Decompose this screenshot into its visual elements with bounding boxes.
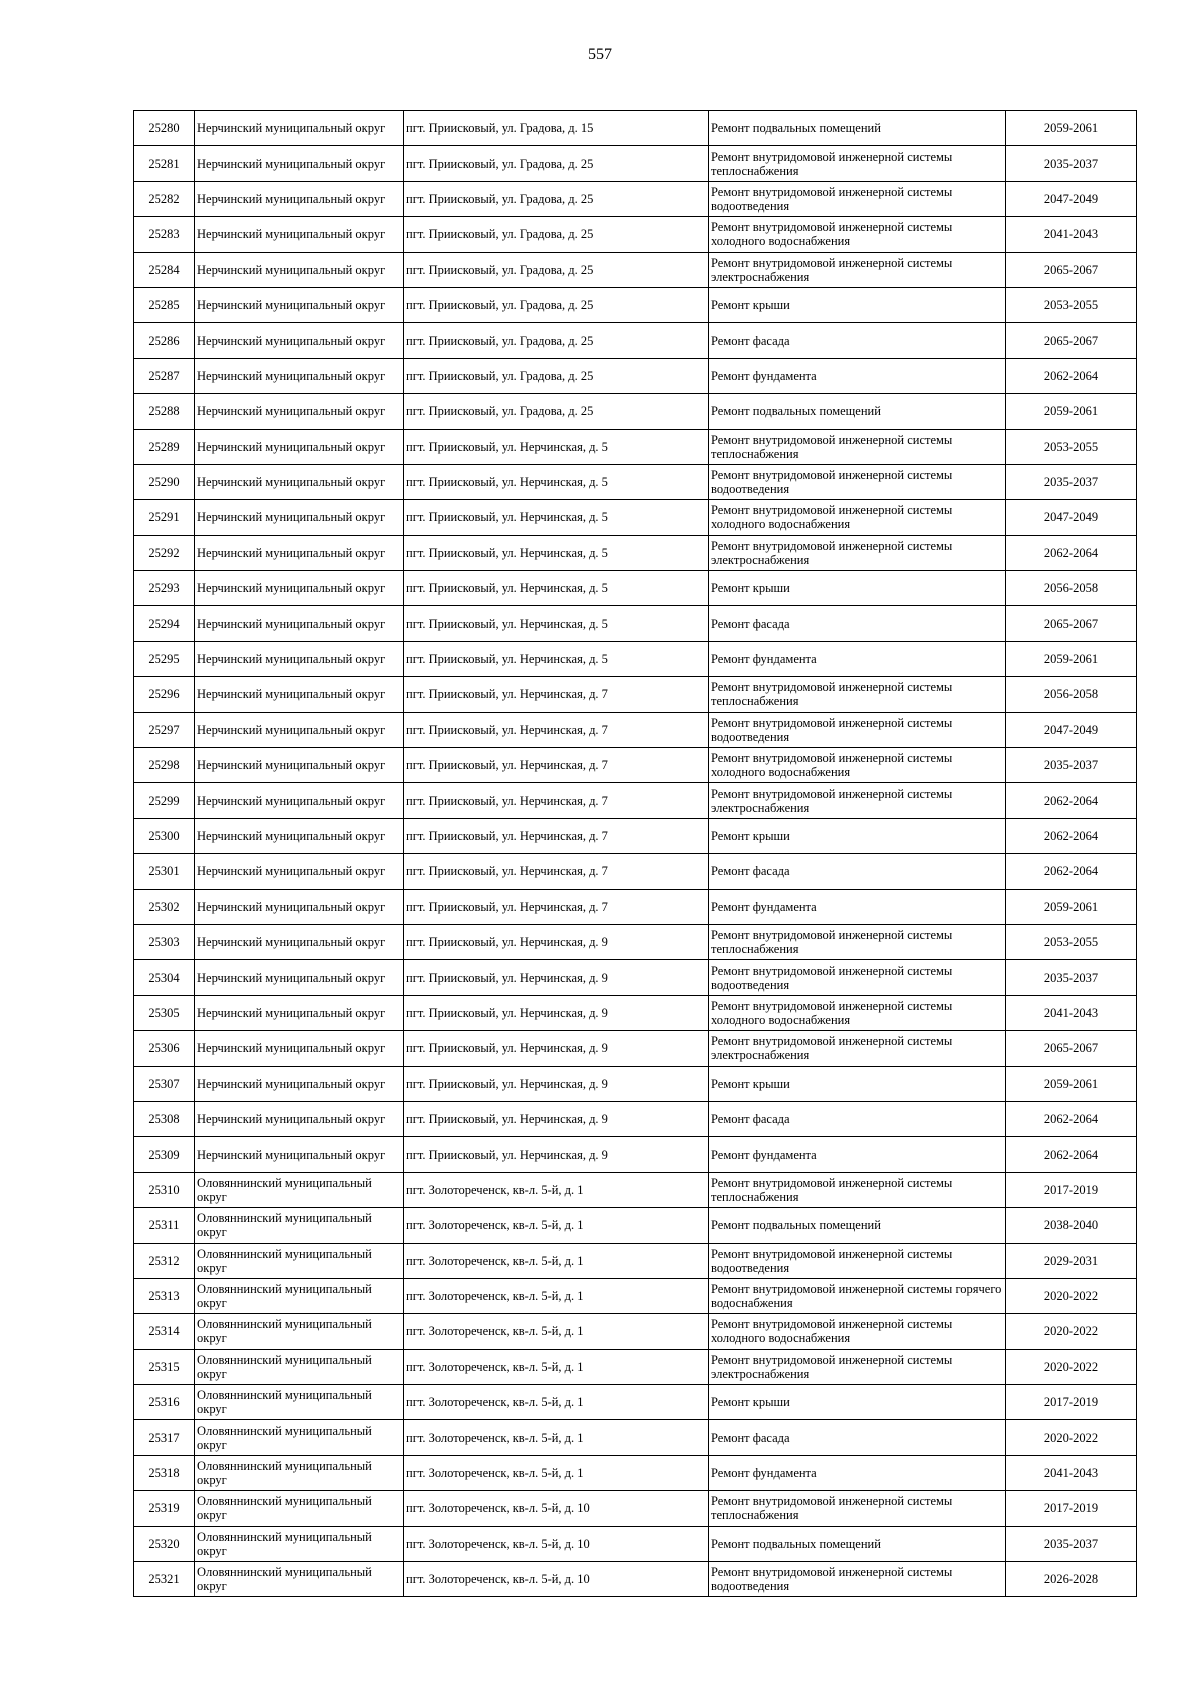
- period-cell: 2020-2022: [1006, 1278, 1137, 1313]
- row-number-cell: 25320: [134, 1526, 195, 1561]
- period-cell: 2065-2067: [1006, 252, 1137, 287]
- address-cell: пгт. Приисковый, ул. Нерчинская, д. 5: [404, 429, 709, 464]
- table-row: [134, 712, 1137, 747]
- work-type-cell: Ремонт фасада: [709, 323, 1006, 358]
- address-cell: пгт. Приисковый, ул. Нерчинская, д. 7: [404, 889, 709, 924]
- row-number-cell: 25299: [134, 783, 195, 818]
- row-number-cell: 25315: [134, 1349, 195, 1384]
- table-row: [134, 1562, 1137, 1597]
- municipality-cell: Нерчинский муниципальный округ: [195, 960, 404, 995]
- row-number-cell: 25309: [134, 1137, 195, 1172]
- row-number-cell: 25288: [134, 394, 195, 429]
- page-number: 557: [588, 46, 612, 63]
- table-body: [134, 111, 1137, 1597]
- address-cell: пгт. Приисковый, ул. Нерчинская, д. 9: [404, 1101, 709, 1136]
- municipality-cell: Нерчинский муниципальный округ: [195, 606, 404, 641]
- row-number-cell: 25293: [134, 571, 195, 606]
- address-cell: пгт. Приисковый, ул. Градова, д. 25: [404, 323, 709, 358]
- table-row: [134, 606, 1137, 641]
- period-cell: 2035-2037: [1006, 464, 1137, 499]
- work-type-cell: Ремонт подвальных помещений: [709, 394, 1006, 429]
- municipality-cell: Оловяннинский муниципальный округ: [195, 1208, 404, 1243]
- work-type-cell: Ремонт крыши: [709, 1066, 1006, 1101]
- municipality-cell: Нерчинский муниципальный округ: [195, 287, 404, 322]
- table-row: [134, 677, 1137, 712]
- row-number-cell: 25289: [134, 429, 195, 464]
- address-cell: пгт. Золотореченск, кв-л. 5-й, д. 1: [404, 1208, 709, 1243]
- address-cell: пгт. Приисковый, ул. Нерчинская, д. 7: [404, 748, 709, 783]
- period-cell: 2062-2064: [1006, 1137, 1137, 1172]
- table-row: [134, 818, 1137, 853]
- row-number-cell: 25300: [134, 818, 195, 853]
- period-cell: 2041-2043: [1006, 1455, 1137, 1490]
- municipality-cell: Нерчинский муниципальный округ: [195, 854, 404, 889]
- table-row: [134, 464, 1137, 499]
- table-row: [134, 252, 1137, 287]
- period-cell: 2062-2064: [1006, 854, 1137, 889]
- address-cell: пгт. Приисковый, ул. Градова, д. 25: [404, 181, 709, 216]
- work-type-cell: Ремонт внутридомовой инженерной системы холодного водоснабжения: [709, 1314, 1006, 1349]
- row-number-cell: 25317: [134, 1420, 195, 1455]
- table-row: [134, 571, 1137, 606]
- address-cell: пгт. Золотореченск, кв-л. 5-й, д. 10: [404, 1526, 709, 1561]
- row-number-cell: 25304: [134, 960, 195, 995]
- address-cell: пгт. Приисковый, ул. Нерчинская, д. 9: [404, 960, 709, 995]
- work-type-cell: Ремонт фундамента: [709, 358, 1006, 393]
- table-row: [134, 217, 1137, 252]
- work-type-cell: Ремонт внутридомовой инженерной системы холодного водоснабжения: [709, 748, 1006, 783]
- municipality-cell: Оловяннинский муниципальный округ: [195, 1172, 404, 1207]
- address-cell: пгт. Приисковый, ул. Градова, д. 25: [404, 394, 709, 429]
- work-type-cell: Ремонт фундамента: [709, 1455, 1006, 1490]
- period-cell: 2062-2064: [1006, 818, 1137, 853]
- table-row: [134, 1031, 1137, 1066]
- work-type-cell: Ремонт подвальных помещений: [709, 1208, 1006, 1243]
- address-cell: пгт. Золотореченск, кв-л. 5-й, д. 1: [404, 1243, 709, 1278]
- table-row: [134, 146, 1137, 181]
- municipality-cell: Нерчинский муниципальный округ: [195, 1031, 404, 1066]
- repair-schedule-table: [133, 110, 1137, 1597]
- period-cell: 2038-2040: [1006, 1208, 1137, 1243]
- table-row: [134, 1101, 1137, 1136]
- row-number-cell: 25298: [134, 748, 195, 783]
- row-number-cell: 25321: [134, 1562, 195, 1597]
- period-cell: 2026-2028: [1006, 1562, 1137, 1597]
- period-cell: 2065-2067: [1006, 606, 1137, 641]
- row-number-cell: 25313: [134, 1278, 195, 1313]
- address-cell: пгт. Приисковый, ул. Нерчинская, д. 5: [404, 500, 709, 535]
- table-row: [134, 1385, 1137, 1420]
- work-type-cell: Ремонт внутридомовой инженерной системы водоотведения: [709, 712, 1006, 747]
- work-type-cell: Ремонт внутридомовой инженерной системы электроснабжения: [709, 1031, 1006, 1066]
- address-cell: пгт. Золотореченск, кв-л. 5-й, д. 1: [404, 1278, 709, 1313]
- municipality-cell: Оловяннинский муниципальный округ: [195, 1349, 404, 1384]
- work-type-cell: Ремонт внутридомовой инженерной системы горячего водоснабжения: [709, 1278, 1006, 1313]
- table-row: [134, 1455, 1137, 1490]
- table-row: [134, 1172, 1137, 1207]
- municipality-cell: Оловяннинский муниципальный округ: [195, 1526, 404, 1561]
- period-cell: 2047-2049: [1006, 712, 1137, 747]
- address-cell: пгт. Золотореченск, кв-л. 5-й, д. 10: [404, 1491, 709, 1526]
- address-cell: пгт. Приисковый, ул. Нерчинская, д. 9: [404, 924, 709, 959]
- municipality-cell: Нерчинский муниципальный округ: [195, 500, 404, 535]
- address-cell: пгт. Золотореченск, кв-л. 5-й, д. 1: [404, 1420, 709, 1455]
- work-type-cell: Ремонт внутридомовой инженерной системы электроснабжения: [709, 783, 1006, 818]
- period-cell: 2017-2019: [1006, 1491, 1137, 1526]
- table-row: [134, 500, 1137, 535]
- period-cell: 2053-2055: [1006, 287, 1137, 322]
- row-number-cell: 25294: [134, 606, 195, 641]
- period-cell: 2062-2064: [1006, 535, 1137, 570]
- row-number-cell: 25286: [134, 323, 195, 358]
- work-type-cell: Ремонт крыши: [709, 1385, 1006, 1420]
- work-type-cell: Ремонт фундамента: [709, 641, 1006, 676]
- work-type-cell: Ремонт внутридомовой инженерной системы теплоснабжения: [709, 1491, 1006, 1526]
- work-type-cell: Ремонт фасада: [709, 1101, 1006, 1136]
- municipality-cell: Нерчинский муниципальный округ: [195, 818, 404, 853]
- work-type-cell: Ремонт внутридомовой инженерной системы холодного водоснабжения: [709, 217, 1006, 252]
- municipality-cell: Нерчинский муниципальный округ: [195, 995, 404, 1030]
- period-cell: 2035-2037: [1006, 1526, 1137, 1561]
- row-number-cell: 25280: [134, 111, 195, 146]
- address-cell: пгт. Приисковый, ул. Градова, д. 25: [404, 146, 709, 181]
- address-cell: пгт. Приисковый, ул. Нерчинская, д. 5: [404, 464, 709, 499]
- address-cell: пгт. Золотореченск, кв-л. 5-й, д. 1: [404, 1314, 709, 1349]
- period-cell: 2035-2037: [1006, 960, 1137, 995]
- period-cell: 2059-2061: [1006, 889, 1137, 924]
- municipality-cell: Нерчинский муниципальный округ: [195, 323, 404, 358]
- address-cell: пгт. Приисковый, ул. Градова, д. 25: [404, 358, 709, 393]
- work-type-cell: Ремонт фасада: [709, 1420, 1006, 1455]
- address-cell: пгт. Золотореченск, кв-л. 5-й, д. 1: [404, 1455, 709, 1490]
- municipality-cell: Нерчинский муниципальный округ: [195, 394, 404, 429]
- period-cell: 2020-2022: [1006, 1314, 1137, 1349]
- row-number-cell: 25295: [134, 641, 195, 676]
- table-row: [134, 111, 1137, 146]
- municipality-cell: Нерчинский муниципальный округ: [195, 252, 404, 287]
- address-cell: пгт. Приисковый, ул. Нерчинская, д. 5: [404, 571, 709, 606]
- municipality-cell: Оловяннинский муниципальный округ: [195, 1243, 404, 1278]
- work-type-cell: Ремонт внутридомовой инженерной системы холодного водоснабжения: [709, 500, 1006, 535]
- table-row: [134, 429, 1137, 464]
- municipality-cell: Нерчинский муниципальный округ: [195, 1101, 404, 1136]
- municipality-cell: Нерчинский муниципальный округ: [195, 712, 404, 747]
- table-row: [134, 323, 1137, 358]
- table-row: [134, 358, 1137, 393]
- municipality-cell: Нерчинский муниципальный округ: [195, 1066, 404, 1101]
- address-cell: пгт. Золотореченск, кв-л. 5-й, д. 1: [404, 1172, 709, 1207]
- period-cell: 2017-2019: [1006, 1385, 1137, 1420]
- table-row: [134, 287, 1137, 322]
- address-cell: пгт. Приисковый, ул. Нерчинская, д. 9: [404, 995, 709, 1030]
- municipality-cell: Оловяннинский муниципальный округ: [195, 1491, 404, 1526]
- work-type-cell: Ремонт внутридомовой инженерной системы электроснабжения: [709, 1349, 1006, 1384]
- municipality-cell: Оловяннинский муниципальный округ: [195, 1455, 404, 1490]
- table-row: [134, 1278, 1137, 1313]
- period-cell: 2065-2067: [1006, 1031, 1137, 1066]
- work-type-cell: Ремонт внутридомовой инженерной системы теплоснабжения: [709, 429, 1006, 464]
- row-number-cell: 25316: [134, 1385, 195, 1420]
- address-cell: пгт. Приисковый, ул. Нерчинская, д. 7: [404, 712, 709, 747]
- table-row: [134, 1314, 1137, 1349]
- municipality-cell: Оловяннинский муниципальный округ: [195, 1562, 404, 1597]
- municipality-cell: Нерчинский муниципальный округ: [195, 783, 404, 818]
- municipality-cell: Оловяннинский муниципальный округ: [195, 1278, 404, 1313]
- table-row: [134, 1349, 1137, 1384]
- period-cell: 2053-2055: [1006, 429, 1137, 464]
- table-row: [134, 854, 1137, 889]
- row-number-cell: 25291: [134, 500, 195, 535]
- address-cell: пгт. Приисковый, ул. Нерчинская, д. 5: [404, 535, 709, 570]
- work-type-cell: Ремонт фасада: [709, 854, 1006, 889]
- period-cell: 2020-2022: [1006, 1420, 1137, 1455]
- row-number-cell: 25318: [134, 1455, 195, 1490]
- address-cell: пгт. Приисковый, ул. Нерчинская, д. 7: [404, 854, 709, 889]
- row-number-cell: 25307: [134, 1066, 195, 1101]
- table-row: [134, 535, 1137, 570]
- row-number-cell: 25311: [134, 1208, 195, 1243]
- period-cell: 2041-2043: [1006, 217, 1137, 252]
- row-number-cell: 25305: [134, 995, 195, 1030]
- work-type-cell: Ремонт внутридомовой инженерной системы водоотведения: [709, 1243, 1006, 1278]
- municipality-cell: Нерчинский муниципальный округ: [195, 146, 404, 181]
- row-number-cell: 25301: [134, 854, 195, 889]
- work-type-cell: Ремонт внутридомовой инженерной системы теплоснабжения: [709, 146, 1006, 181]
- row-number-cell: 25282: [134, 181, 195, 216]
- municipality-cell: Оловяннинский муниципальный округ: [195, 1420, 404, 1455]
- period-cell: 2062-2064: [1006, 1101, 1137, 1136]
- row-number-cell: 25312: [134, 1243, 195, 1278]
- table-row: [134, 783, 1137, 818]
- municipality-cell: Нерчинский муниципальный округ: [195, 429, 404, 464]
- work-type-cell: Ремонт внутридомовой инженерной системы водоотведения: [709, 181, 1006, 216]
- work-type-cell: Ремонт внутридомовой инженерной системы водоотведения: [709, 1562, 1006, 1597]
- period-cell: 2062-2064: [1006, 358, 1137, 393]
- municipality-cell: Нерчинский муниципальный округ: [195, 641, 404, 676]
- row-number-cell: 25290: [134, 464, 195, 499]
- period-cell: 2059-2061: [1006, 641, 1137, 676]
- period-cell: 2029-2031: [1006, 1243, 1137, 1278]
- row-number-cell: 25306: [134, 1031, 195, 1066]
- period-cell: 2035-2037: [1006, 748, 1137, 783]
- table-row: [134, 181, 1137, 216]
- address-cell: пгт. Приисковый, ул. Нерчинская, д. 5: [404, 606, 709, 641]
- row-number-cell: 25292: [134, 535, 195, 570]
- address-cell: пгт. Приисковый, ул. Нерчинская, д. 7: [404, 677, 709, 712]
- work-type-cell: Ремонт внутридомовой инженерной системы холодного водоснабжения: [709, 995, 1006, 1030]
- table-row: [134, 995, 1137, 1030]
- period-cell: 2056-2058: [1006, 571, 1137, 606]
- row-number-cell: 25287: [134, 358, 195, 393]
- address-cell: пгт. Приисковый, ул. Нерчинская, д. 9: [404, 1066, 709, 1101]
- work-type-cell: Ремонт крыши: [709, 287, 1006, 322]
- row-number-cell: 25319: [134, 1491, 195, 1526]
- work-type-cell: Ремонт внутридомовой инженерной системы теплоснабжения: [709, 677, 1006, 712]
- table-row: [134, 641, 1137, 676]
- table-row: [134, 1137, 1137, 1172]
- table-row: [134, 924, 1137, 959]
- row-number-cell: 25283: [134, 217, 195, 252]
- period-cell: 2059-2061: [1006, 111, 1137, 146]
- municipality-cell: Нерчинский муниципальный округ: [195, 464, 404, 499]
- address-cell: пгт. Золотореченск, кв-л. 5-й, д. 1: [404, 1385, 709, 1420]
- work-type-cell: Ремонт крыши: [709, 818, 1006, 853]
- table-row: [134, 394, 1137, 429]
- address-cell: пгт. Золотореченск, кв-л. 5-й, д. 10: [404, 1562, 709, 1597]
- table-row: [134, 960, 1137, 995]
- period-cell: 2065-2067: [1006, 323, 1137, 358]
- row-number-cell: 25314: [134, 1314, 195, 1349]
- municipality-cell: Оловяннинский муниципальный округ: [195, 1314, 404, 1349]
- work-type-cell: Ремонт фундамента: [709, 889, 1006, 924]
- address-cell: пгт. Приисковый, ул. Градова, д. 25: [404, 217, 709, 252]
- work-type-cell: Ремонт внутридомовой инженерной системы водоотведения: [709, 464, 1006, 499]
- period-cell: 2053-2055: [1006, 924, 1137, 959]
- table-row: [134, 1491, 1137, 1526]
- work-type-cell: Ремонт крыши: [709, 571, 1006, 606]
- period-cell: 2062-2064: [1006, 783, 1137, 818]
- work-type-cell: Ремонт внутридомовой инженерной системы теплоснабжения: [709, 1172, 1006, 1207]
- municipality-cell: Нерчинский муниципальный округ: [195, 358, 404, 393]
- row-number-cell: 25284: [134, 252, 195, 287]
- address-cell: пгт. Приисковый, ул. Градова, д. 25: [404, 252, 709, 287]
- period-cell: 2047-2049: [1006, 181, 1137, 216]
- table-row: [134, 1526, 1137, 1561]
- work-type-cell: Ремонт подвальных помещений: [709, 1526, 1006, 1561]
- work-type-cell: Ремонт внутридомовой инженерной системы электроснабжения: [709, 535, 1006, 570]
- period-cell: 2059-2061: [1006, 1066, 1137, 1101]
- municipality-cell: Нерчинский муниципальный округ: [195, 535, 404, 570]
- period-cell: 2017-2019: [1006, 1172, 1137, 1207]
- period-cell: 2056-2058: [1006, 677, 1137, 712]
- work-type-cell: Ремонт фасада: [709, 606, 1006, 641]
- row-number-cell: 25310: [134, 1172, 195, 1207]
- period-cell: 2041-2043: [1006, 995, 1137, 1030]
- period-cell: 2035-2037: [1006, 146, 1137, 181]
- table-row: [134, 889, 1137, 924]
- municipality-cell: Нерчинский муниципальный округ: [195, 181, 404, 216]
- municipality-cell: Нерчинский муниципальный округ: [195, 924, 404, 959]
- address-cell: пгт. Золотореченск, кв-л. 5-й, д. 1: [404, 1349, 709, 1384]
- row-number-cell: 25303: [134, 924, 195, 959]
- municipality-cell: Нерчинский муниципальный округ: [195, 111, 404, 146]
- address-cell: пгт. Приисковый, ул. Нерчинская, д. 9: [404, 1137, 709, 1172]
- row-number-cell: 25296: [134, 677, 195, 712]
- municipality-cell: Нерчинский муниципальный округ: [195, 677, 404, 712]
- municipality-cell: Нерчинский муниципальный округ: [195, 217, 404, 252]
- municipality-cell: Нерчинский муниципальный округ: [195, 889, 404, 924]
- municipality-cell: Нерчинский муниципальный округ: [195, 748, 404, 783]
- row-number-cell: 25302: [134, 889, 195, 924]
- address-cell: пгт. Приисковый, ул. Нерчинская, д. 7: [404, 783, 709, 818]
- period-cell: 2059-2061: [1006, 394, 1137, 429]
- address-cell: пгт. Приисковый, ул. Нерчинская, д. 5: [404, 641, 709, 676]
- address-cell: пгт. Приисковый, ул. Градова, д. 25: [404, 287, 709, 322]
- work-type-cell: Ремонт внутридомовой инженерной системы водоотведения: [709, 960, 1006, 995]
- municipality-cell: Нерчинский муниципальный округ: [195, 571, 404, 606]
- row-number-cell: 25281: [134, 146, 195, 181]
- table-row: [134, 1208, 1137, 1243]
- table-row: [134, 1066, 1137, 1101]
- table-row: [134, 1420, 1137, 1455]
- table-row: [134, 748, 1137, 783]
- period-cell: 2020-2022: [1006, 1349, 1137, 1384]
- municipality-cell: Оловяннинский муниципальный округ: [195, 1385, 404, 1420]
- address-cell: пгт. Приисковый, ул. Нерчинская, д. 9: [404, 1031, 709, 1066]
- municipality-cell: Нерчинский муниципальный округ: [195, 1137, 404, 1172]
- row-number-cell: 25297: [134, 712, 195, 747]
- work-type-cell: Ремонт фундамента: [709, 1137, 1006, 1172]
- table-row: [134, 1243, 1137, 1278]
- work-type-cell: Ремонт подвальных помещений: [709, 111, 1006, 146]
- work-type-cell: Ремонт внутридомовой инженерной системы электроснабжения: [709, 252, 1006, 287]
- address-cell: пгт. Приисковый, ул. Градова, д. 15: [404, 111, 709, 146]
- row-number-cell: 25308: [134, 1101, 195, 1136]
- address-cell: пгт. Приисковый, ул. Нерчинская, д. 7: [404, 818, 709, 853]
- row-number-cell: 25285: [134, 287, 195, 322]
- work-type-cell: Ремонт внутридомовой инженерной системы теплоснабжения: [709, 924, 1006, 959]
- period-cell: 2047-2049: [1006, 500, 1137, 535]
